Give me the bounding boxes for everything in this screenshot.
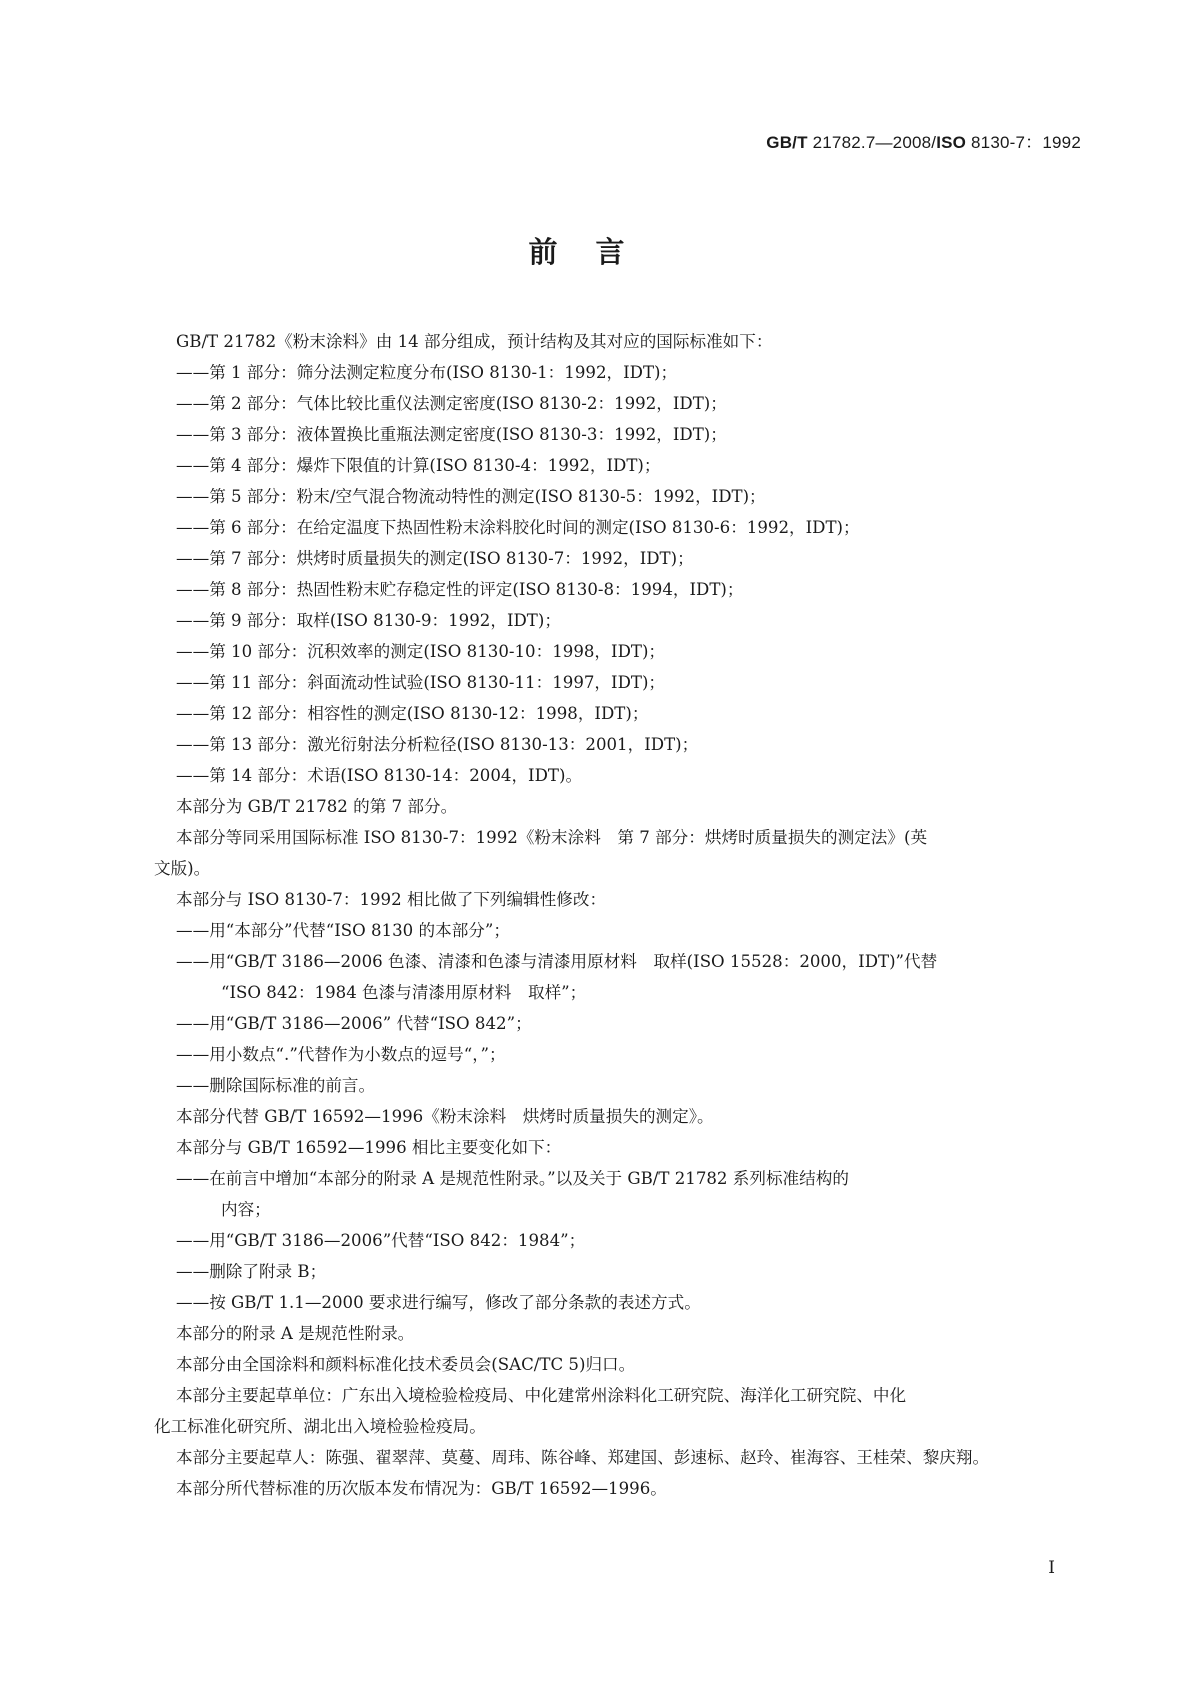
paragraph-continuation: 文版)。 [154, 859, 211, 878]
list-item-continuation: “ISO 842：1984 色漆与清漆用原材料 取样”； [221, 983, 587, 1002]
paragraph: 本部分与 ISO 8130-7：1992 相比做了下列编辑性修改： [176, 890, 607, 909]
list-item: ——删除国际标准的前言。 [176, 1076, 376, 1095]
list-item: ——用小数点“.”代替作为小数点的逗号“，”； [176, 1045, 506, 1064]
iso-prefix: ISO [936, 133, 967, 152]
std-number: 21782.7—2008/ [807, 133, 937, 152]
list-item: ——用“GB/T 3186—2006”代替“ISO 842：1984”； [176, 1231, 586, 1250]
paragraph: 本部分为 GB/T 21782 的第 7 部分。 [176, 797, 458, 816]
list-item: ——用“GB/T 3186—2006 色漆、清漆和色漆与清漆用原材料 取样(ISO 15528：2000，IDT)”代替 [176, 952, 938, 971]
std-prefix: GB/T [766, 133, 808, 152]
paragraph-continuation: 化工标准化研究所、湖北出入境检验检疫局。 [154, 1417, 486, 1436]
list-item: ——删除了附录 B； [176, 1262, 327, 1281]
list-item: ——第 2 部分：气体比较比重仪法测定密度(ISO 8130-2：1992，IDT)； [176, 394, 727, 413]
list-item-continuation: 内容； [221, 1200, 271, 1219]
paragraph: 本部分由全国涂料和颜料标准化技术委员会(SAC/TC 5)归口。 [176, 1355, 636, 1374]
list-item: ——第 1 部分：筛分法测定粒度分布(ISO 8130-1：1992，IDT)； [176, 363, 678, 382]
page-number: I [1048, 1558, 1055, 1578]
iso-number: 8130-7：1992 [966, 133, 1081, 152]
list-item: ——第 11 部分：斜面流动性试验(ISO 8130-11：1997，IDT)； [176, 673, 666, 692]
list-item: ——第 9 部分：取样(ISO 8130-9：1992，IDT)； [176, 611, 561, 630]
list-item: ——第 14 部分：术语(ISO 8130-14：2004，IDT)。 [176, 766, 583, 785]
list-item: ——第 4 部分：爆炸下限值的计算(ISO 8130-4：1992，IDT)； [176, 456, 661, 475]
foreword-body [154, 326, 1072, 1504]
paragraph: 本部分主要起草单位：广东出入境检验检疫局、中化建常州涂料化工研究院、海洋化工研究院、中化 [176, 1386, 907, 1405]
list-item: ——第 7 部分：烘烤时质量损失的测定(ISO 8130-7：1992，IDT)； [176, 549, 694, 568]
list-item: ——第 5 部分：粉末/空气混合物流动特性的测定(ISO 8130-5：1992，IDT)； [176, 487, 766, 506]
list-item: ——用“GB/T 3186—2006” 代替“ISO 842”； [176, 1014, 532, 1033]
list-item: ——第 12 部分：相容性的测定(ISO 8130-12：1998，IDT)； [176, 704, 649, 723]
list-item: ——用“本部分”代替“ISO 8130 的本部分”； [176, 921, 510, 940]
list-item: ——第 13 部分：激光衍射法分析粒径(ISO 8130-13：2001，IDT)； [176, 735, 699, 754]
paragraph: 本部分的附录 A 是规范性附录。 [176, 1324, 415, 1343]
list-item: ——按 GB/T 1.1—2000 要求进行编写，修改了部分条款的表述方式。 [176, 1293, 701, 1312]
paragraph: 本部分代替 GB/T 16592—1996《粉末涂料 烘烤时质量损失的测定》。 [176, 1107, 714, 1126]
standard-number-header [766, 128, 1081, 153]
list-item: ——第 6 部分：在给定温度下热固性粉末涂料胶化时间的测定(ISO 8130-6：1992，IDT)； [176, 518, 860, 537]
paragraph: 本部分与 GB/T 16592—1996 相比主要变化如下： [176, 1138, 562, 1157]
list-item: ——第 8 部分：热固性粉末贮存稳定性的评定(ISO 8130-8：1994，IDT)； [176, 580, 744, 599]
list-item: ——第 3 部分：液体置换比重瓶法测定密度(ISO 8130-3：1992，IDT)； [176, 425, 727, 444]
page-title: 前言 [528, 235, 663, 269]
paragraph: 本部分等同采用国际标准 ISO 8130-7：1992《粉末涂料 第 7 部分：烘烤时质量损失的测定法》(英 [176, 828, 928, 847]
paragraph: 本部分主要起草人：陈强、翟翠萍、莫蔓、周玮、陈谷峰、郑建国、彭速标、赵玲、崔海容、王桂荣、黎庆翔。 [176, 1448, 990, 1467]
paragraph: GB/T 21782《粉末涂料》由 14 部分组成，预计结构及其对应的国际标准如下： [176, 332, 773, 351]
list-item: ——第 10 部分：沉积效率的测定(ISO 8130-10：1998，IDT)； [176, 642, 666, 661]
list-item: ——在前言中增加“本部分的附录 A 是规范性附录。”以及关于 GB/T 21782 系列标准结构的 [176, 1169, 849, 1188]
paragraph: 本部分所代替标准的历次版本发布情况为：GB/T 16592—1996。 [176, 1479, 667, 1498]
